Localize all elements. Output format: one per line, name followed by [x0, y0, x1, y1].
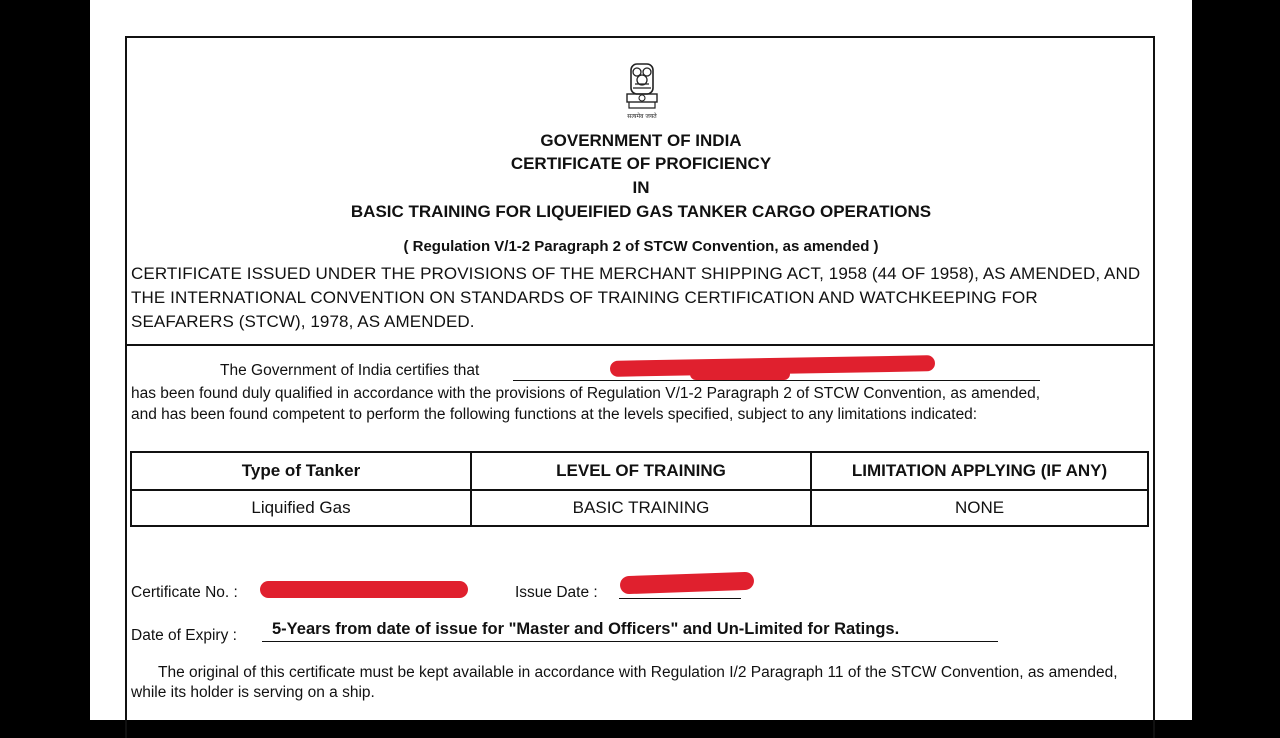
issue-date-label: Issue Date : [515, 584, 598, 601]
issue-date-underline [619, 598, 741, 599]
cell-limitation: NONE [811, 490, 1148, 526]
cell-training-level: BASIC TRAINING [471, 490, 811, 526]
expiry-label: Date of Expiry : [131, 627, 237, 644]
certificate-no-label: Certificate No. : [131, 584, 238, 601]
title-government: GOVERNMENT OF INDIA [540, 131, 742, 150]
cell-tanker-type: Liquified Gas [131, 490, 471, 526]
table-row [131, 490, 1148, 526]
holder-name-underline [513, 380, 1040, 381]
qualified-line: has been found duly qualified in accordance with the provisions of Regulation V/1-2 Paragraph 2 of STCW Convention, as amended, [131, 385, 1041, 402]
redacted-holder-name-part [690, 368, 790, 380]
footer-note [131, 663, 1141, 703]
header-type-of-tanker: Type of Tanker [131, 452, 471, 490]
national-emblem-icon [621, 60, 663, 120]
header-limitation: LIMITATION APPLYING (IF ANY) [811, 452, 1148, 490]
header-level-of-training: LEVEL OF TRAINING [471, 452, 811, 490]
title-in: IN [632, 178, 650, 197]
certificate-page [90, 0, 1192, 720]
training-table [130, 451, 1149, 527]
certifies-line: The Government of India certifies that [220, 362, 480, 379]
competent-line: and has been found competent to perform the following functions at the levels specified, subject to any limitations indicated: [131, 406, 978, 423]
title-certificate: CERTIFICATE OF PROFICIENCY [510, 154, 772, 173]
table-header-row [131, 452, 1148, 490]
expiry-value: 5-Years from date of issue for "Master and Officers" and Un-Limited for Ratings. [272, 620, 900, 638]
section-divider [127, 344, 1153, 346]
redacted-certificate-no [260, 581, 468, 598]
intro-paragraph: CERTIFICATE ISSUED UNDER THE PROVISIONS OF THE MERCHANT SHIPPING ACT, 1958 (44 OF 1958), AS AMENDED, AND THE INTERNATIONAL CONVENTION ON STANDARDS OF TRAINING CERTIFICATION AND WATCHKEEPING FOR SEAFARERS (STCW), 1978, AS AMENDED. [131, 264, 1141, 331]
regulation-reference: ( Regulation V/1-2 Paragraph 2 of STCW Convention, as amended ) [403, 238, 879, 255]
svg-text:सत्यमेव जयते: सत्यमेव जयते [627, 113, 657, 120]
expiry-underline [262, 641, 998, 642]
footer-note-text: The original of this certificate must be kept available in accordance with Regulation I/2 Paragraph 11 of the STCW Convention, as amended, while its holder is serving on a ship. [131, 664, 1118, 701]
title-training: BASIC TRAINING FOR LIQUEIFIED GAS TANKER CARGO OPERATIONS [350, 202, 932, 221]
